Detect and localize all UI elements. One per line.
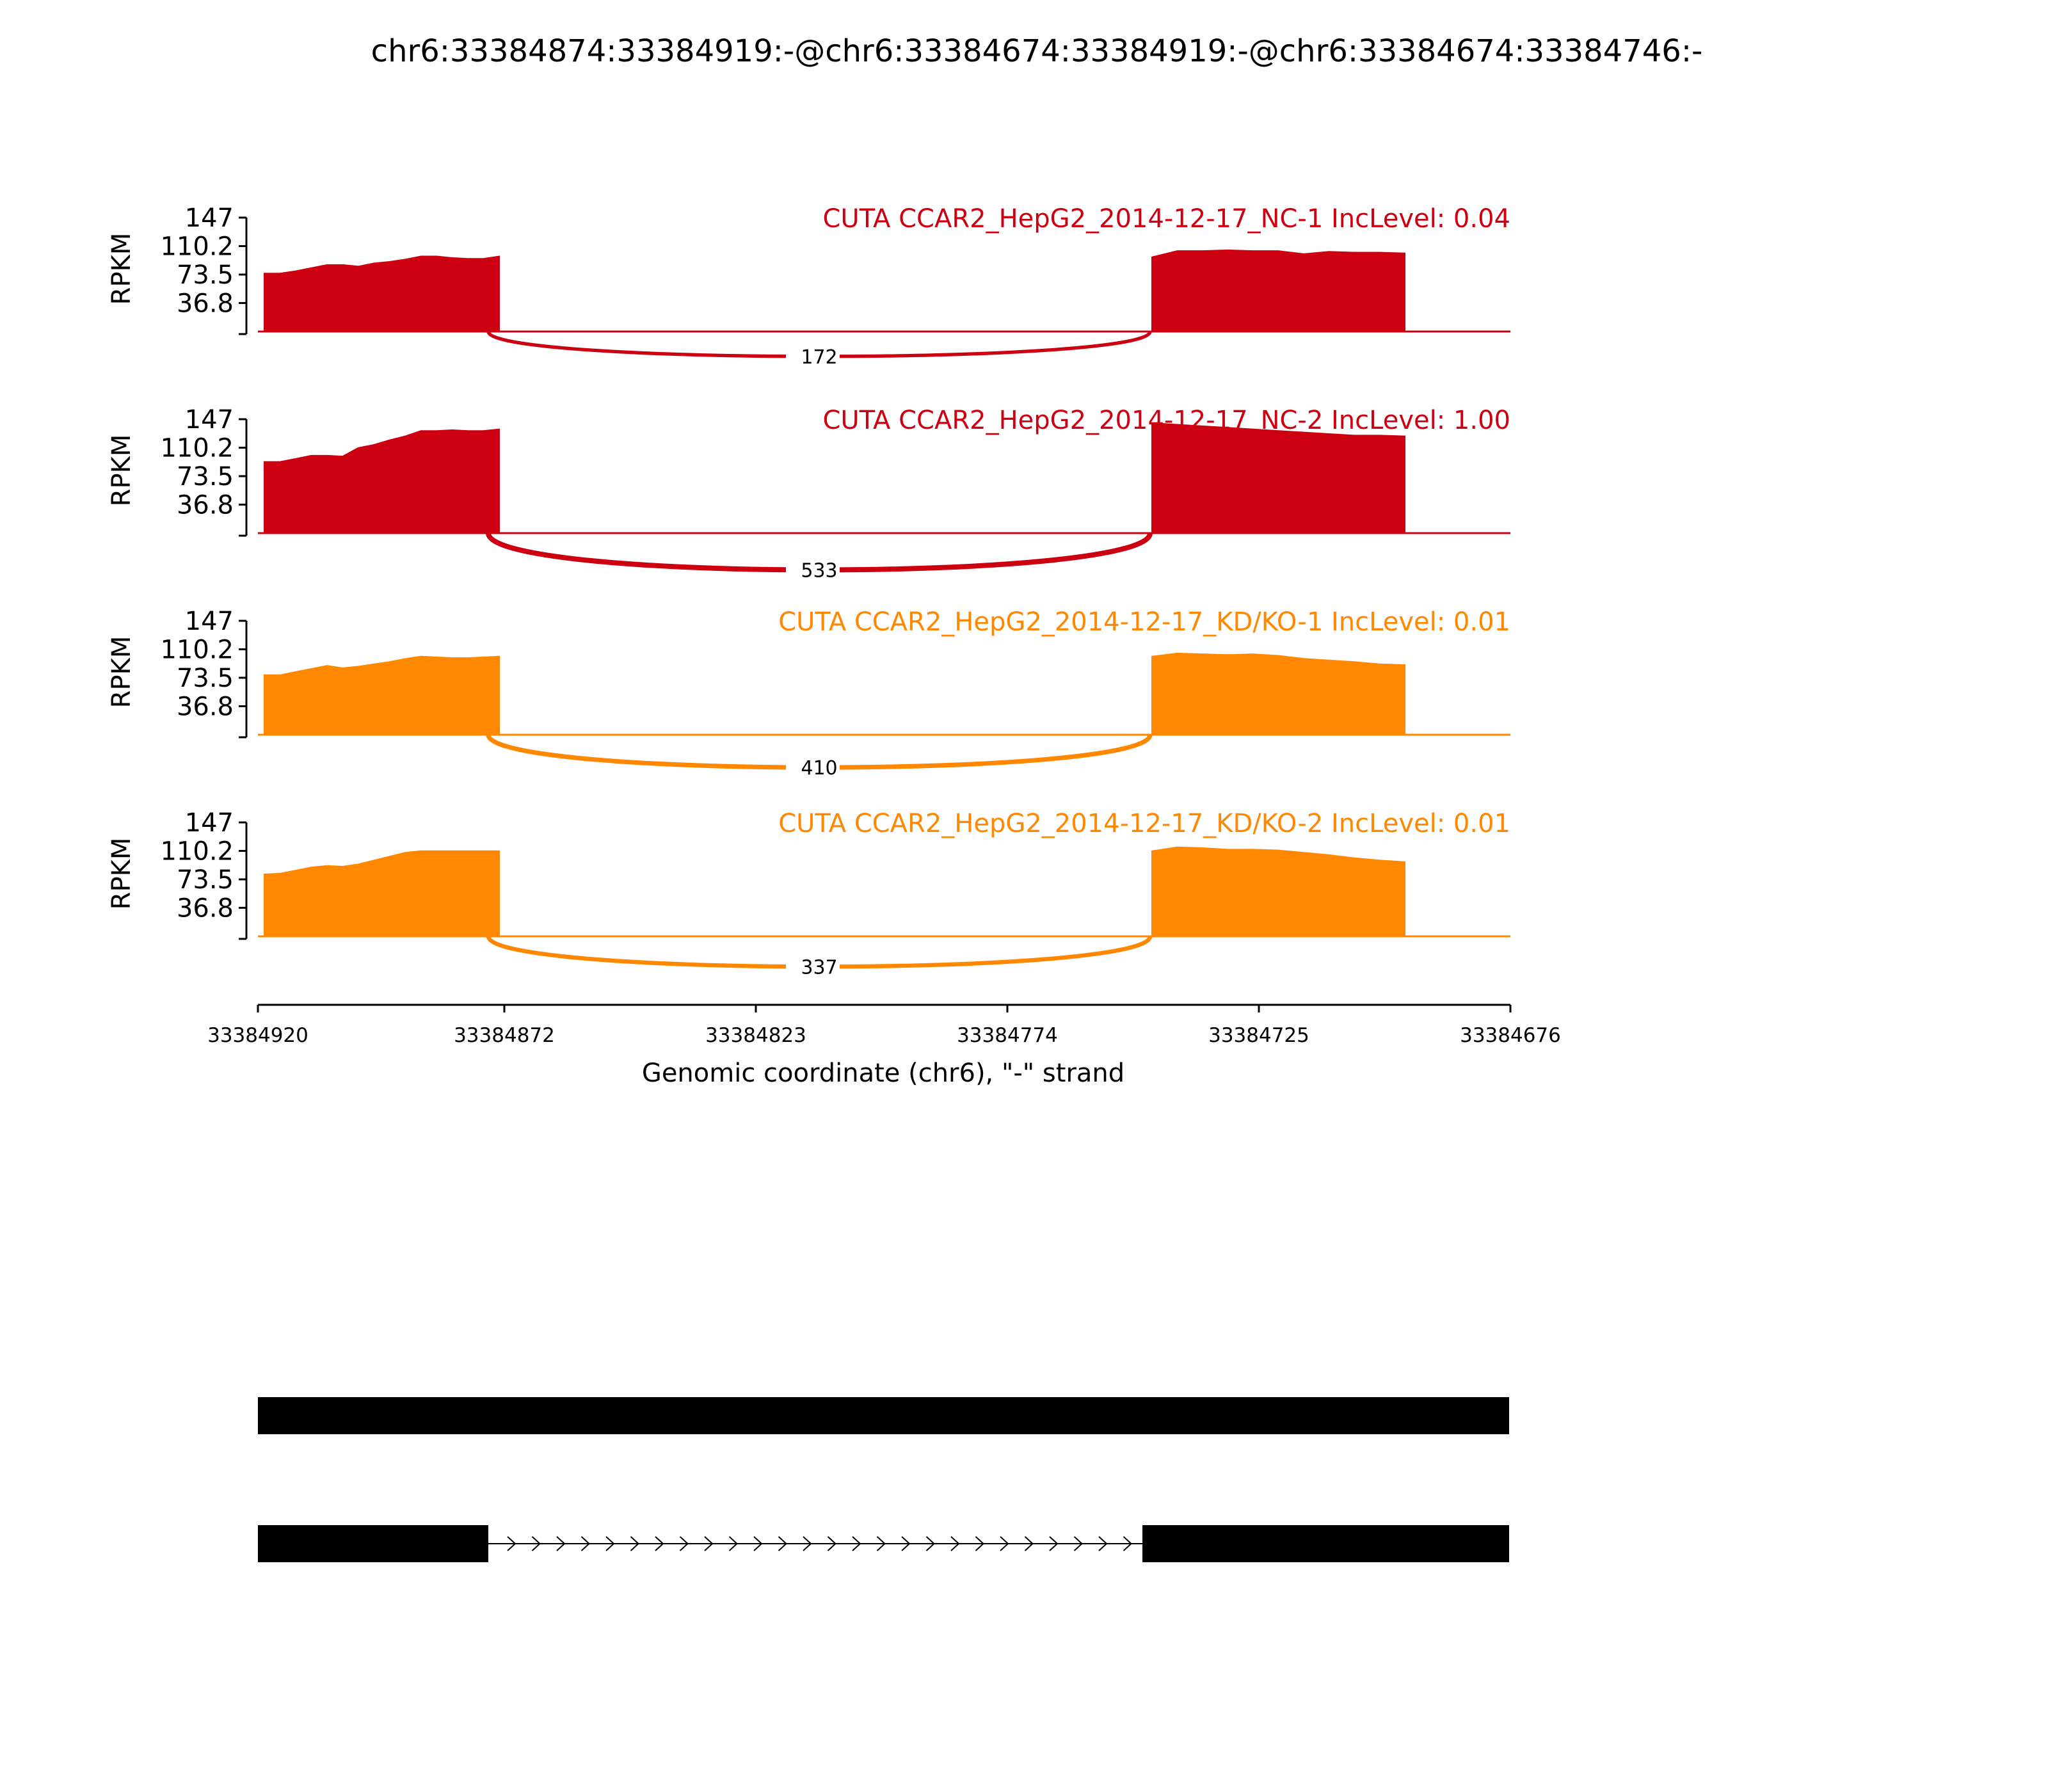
junction-count-label: 533 [801,559,838,582]
y-axis-label: RPKM [107,636,136,708]
y-tick-label: 73.5 [176,260,234,290]
gene-model-exon [1142,1525,1509,1562]
y-tick-label: 110.2 [160,232,234,262]
x-axis [207,1005,1561,1047]
downstream-exon-coverage [1152,653,1405,735]
y-tick-label: 110.2 [160,836,234,867]
y-tick-label: 73.5 [176,865,234,895]
x-tick-label: 33384823 [705,1024,806,1047]
y-axis-label: RPKM [107,434,136,507]
y-tick-label: 147 [184,204,234,233]
downstream-exon-coverage [1152,423,1405,533]
plot-title: chr6:33384874:33384919:-@chr6:33384674:33384919:-@chr6:33384674:33384746:- [371,33,1703,69]
downstream-exon-coverage [1152,847,1405,936]
y-tick-label: 147 [184,808,234,838]
sample-panel [107,808,1510,980]
y-tick-label: 110.2 [160,433,234,463]
x-axis-label: Genomic coordinate (chr6), "-" strand [641,1059,1125,1088]
upstream-exon-coverage [264,851,499,936]
y-tick-label: 147 [184,405,234,435]
y-tick-label: 73.5 [176,462,234,492]
junction-count-label: 410 [801,757,838,780]
sample-label: CUTA CCAR2_HepG2_2014-12-17_KD/KO-1 IncLevel: 0.01 [778,607,1510,637]
y-tick-label: 36.8 [176,692,234,722]
x-tick-label: 33384920 [207,1024,308,1047]
x-tick-label: 33384725 [1208,1024,1309,1047]
x-tick-label: 33384774 [957,1024,1058,1047]
gene-model-exon [258,1397,1509,1434]
junction-count-label: 337 [801,956,838,979]
y-tick-label: 36.8 [176,490,234,520]
sample-label: CUTA CCAR2_HepG2_2014-12-17_NC-2 IncLevel: 1.00 [822,406,1510,435]
upstream-exon-coverage [264,657,499,735]
sample-panel [107,405,1510,584]
gene-model-exon [258,1525,488,1562]
x-tick-label: 33384676 [1460,1024,1561,1047]
downstream-exon-coverage [1152,250,1405,332]
junction-count-label: 172 [801,346,838,369]
sample-label: CUTA CCAR2_HepG2_2014-12-17_NC-1 IncLevel: 0.04 [822,204,1510,234]
sample-panel [107,607,1510,781]
sample-panel [107,204,1510,371]
y-tick-label: 73.5 [176,664,234,693]
sashimi-panels [107,204,1510,980]
sample-label: CUTA CCAR2_HepG2_2014-12-17_KD/KO-2 IncLevel: 0.01 [778,809,1510,838]
upstream-exon-coverage [264,257,499,332]
gene-models [258,1397,1509,1562]
y-axis-label: RPKM [107,232,136,305]
y-tick-label: 36.8 [176,289,234,319]
x-tick-label: 33384872 [454,1024,555,1047]
y-tick-label: 36.8 [176,893,234,924]
y-axis-label: RPKM [107,837,136,910]
upstream-exon-coverage [264,429,499,533]
y-tick-label: 110.2 [160,635,234,665]
y-tick-label: 147 [184,607,234,636]
